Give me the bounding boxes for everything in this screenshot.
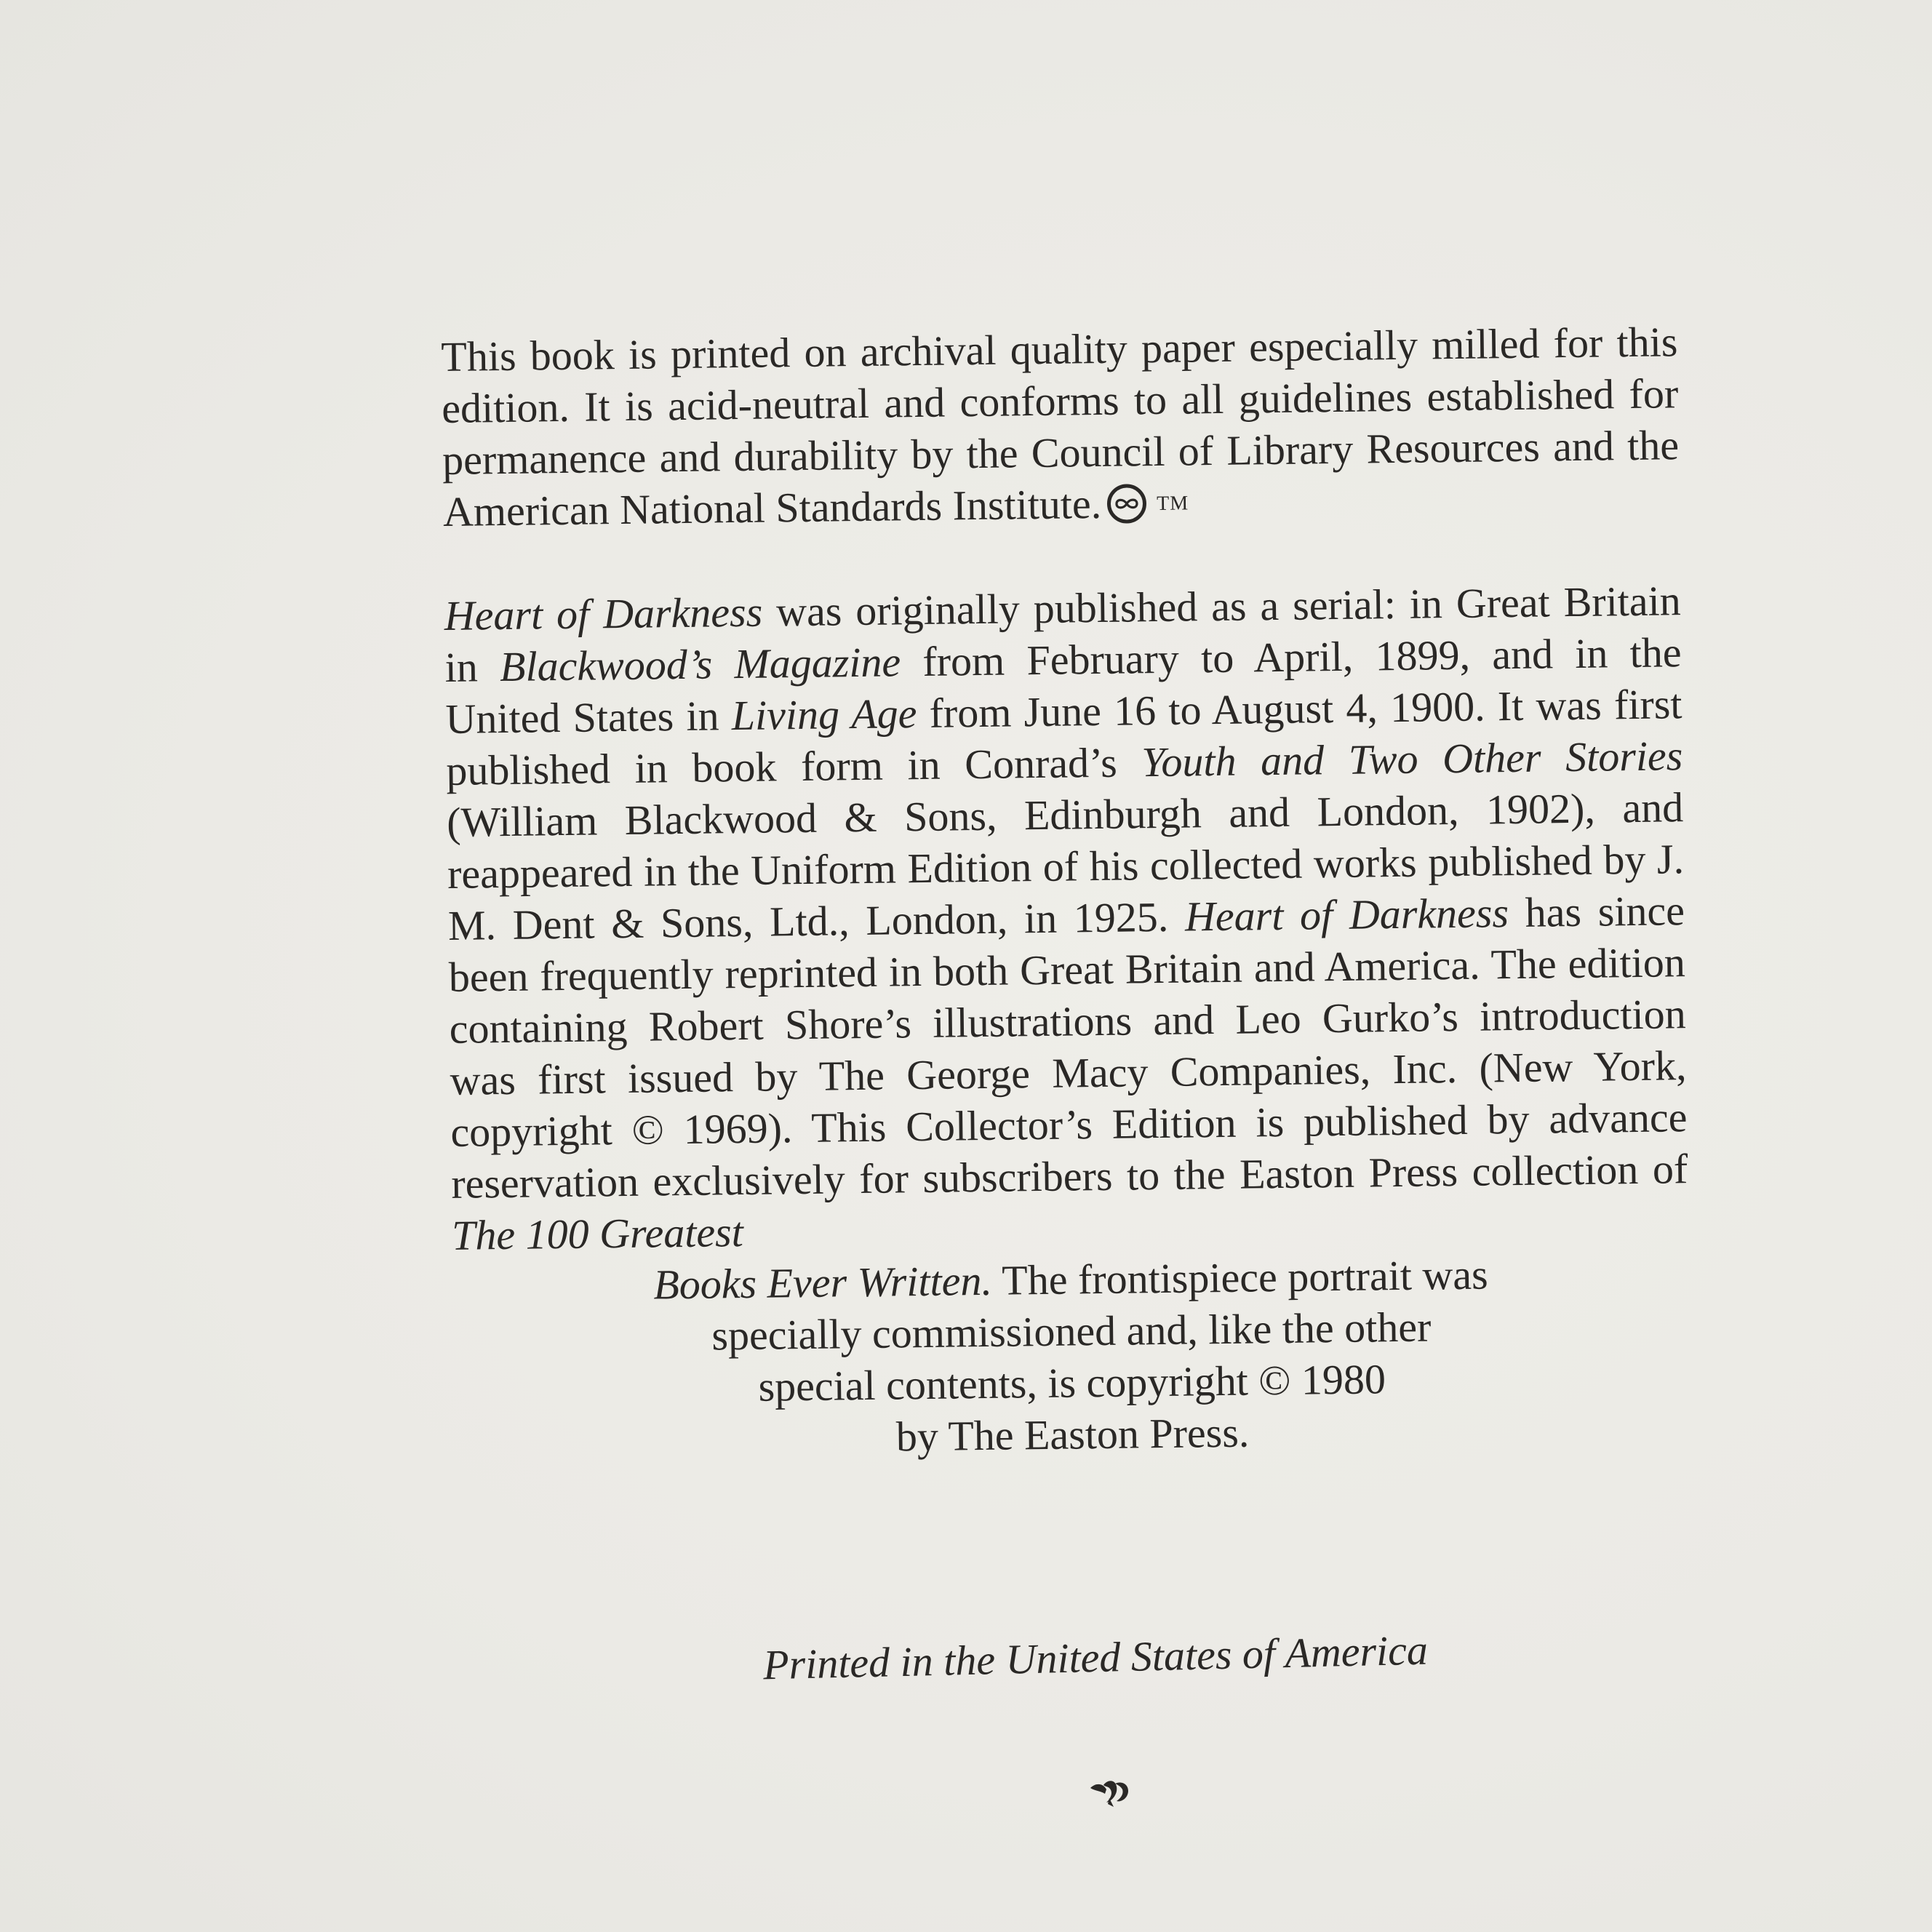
title-heart-of-darkness-2: Heart of Darkness	[1184, 889, 1509, 941]
title-books-ever-written: Books Ever Written.	[652, 1256, 993, 1309]
history-text-4: (William Blackwood & Sons, Edinburgh and London, 1902), and reappeared in the Uniform Edition of his collected works published by J. M. Dent & Sons, Ltd., London, in 1925.	[446, 783, 1685, 949]
title-blackwoods-magazine: Blackwood’s Magazine	[499, 638, 901, 691]
closing-line-1-text: The frontispiece portrait was	[991, 1250, 1489, 1304]
history-paragraph	[444, 575, 1688, 1261]
title-living-age: Living Age	[731, 690, 917, 740]
colophon-text	[441, 316, 1691, 1468]
printer-ornament-icon	[1087, 1776, 1133, 1808]
closing-line-4: by The Easton Press.	[895, 1408, 1250, 1461]
history-text-5: has since been frequently reprinted in both Great Britain and America. The edition containing Robert Shore’s illustrations and Leo Gurko’s introduction was first issued by The George Macy Companies, Inc. (New York, copyright © 1969). This Collector’s Edition is published by advance reservation exclusively for subscribers to the Easton Press collection of	[448, 887, 1688, 1208]
history-text-3: from June 16 to August 4, 1900. It was first published in book form in Conrad’s	[445, 680, 1682, 794]
title-youth: Youth and Two Other Stories	[1141, 732, 1683, 786]
printed-in-line: Printed in the United States of America	[762, 1626, 1429, 1689]
title-heart-of-darkness: Heart of Darkness	[444, 588, 763, 639]
title-100-greatest: The 100 Greatest	[451, 1208, 744, 1259]
closing-lines	[452, 1246, 1691, 1468]
history-text-2: from February to April, 1899, and in the United States in	[445, 628, 1682, 743]
closing-line-1	[653, 1251, 1488, 1309]
infinity-in-circle-icon	[1107, 484, 1147, 524]
trademark-symbol: TM	[1156, 492, 1189, 515]
paper-text: This book is printed on archival quality paper especially milled for this edition. It is acid-neutral and conforms to all guidelines established for permanence and durability by the Council of Library Resources and the American National Standards Institute.	[441, 318, 1680, 535]
closing-line-2: specially commissioned and, like the other	[711, 1303, 1432, 1360]
paper-paragraph	[441, 316, 1680, 538]
closing-line-3: special contents, is copyright © 1980	[758, 1355, 1386, 1410]
history-text-1: was originally published as a serial: in Great Britain in	[444, 577, 1682, 691]
